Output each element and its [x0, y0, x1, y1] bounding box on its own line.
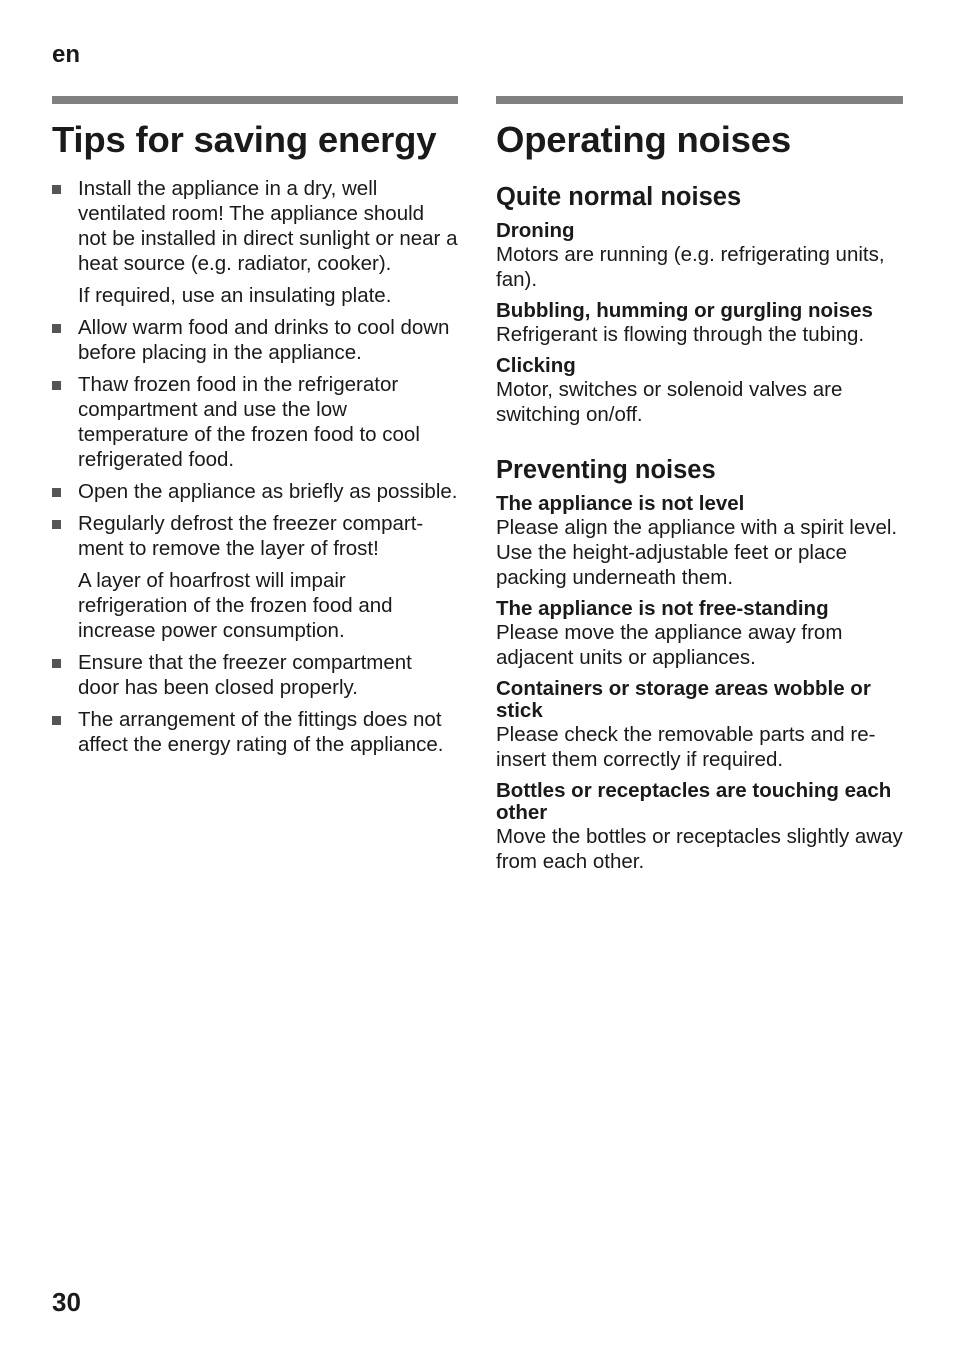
- noise-entry: [496, 493, 903, 590]
- tip-text: Install the appliance in a dry, well ventilated room! The appliance should not be installed in direct sunlight or near a heat source (e.g. radiator, cooker).: [78, 177, 458, 275]
- tip-note: A layer of hoarfrost will impair refrigeration of the frozen food and increase power consumption.: [78, 569, 393, 642]
- noise-label: Clicking: [496, 354, 576, 377]
- noise-label: Containers or storage areas wobble or stick: [496, 677, 871, 722]
- noise-entry: [496, 678, 903, 772]
- section-rule: [496, 96, 903, 104]
- square-bullet-icon: [52, 185, 61, 194]
- noise-entry: [496, 598, 903, 670]
- operating-noises-title: Operating noises: [496, 119, 791, 160]
- tip-text: Regularly defrost the freezer compart-ment to remove the layer of frost!: [78, 512, 424, 560]
- noise-description: Please align the appliance with a spirit level. Use the height-adjustable feet or place packing underneath them.: [496, 516, 898, 589]
- tip-text: Thaw frozen food in the refrigerator compartment and use the low temperature of the frozen food to cool refrigerated food.: [78, 373, 420, 471]
- square-bullet-icon: [52, 520, 61, 529]
- noise-label: The appliance is not free-standing: [496, 597, 829, 620]
- noise-description: Move the bottles or receptacles slightly away from each other.: [496, 825, 903, 873]
- tip-text: Allow warm food and drinks to cool down before placing in the appliance.: [78, 316, 450, 364]
- tip-text: Open the appliance as briefly as possible.: [78, 480, 458, 503]
- square-bullet-icon: [52, 488, 61, 497]
- energy-tips-list: [52, 176, 458, 757]
- square-bullet-icon: [52, 659, 61, 668]
- list-item: [52, 479, 458, 504]
- list-item: [52, 176, 458, 308]
- list-item: [52, 707, 458, 757]
- noise-label: Bottles or receptacles are touching each other: [496, 779, 892, 824]
- noise-label: Droning: [496, 219, 575, 242]
- energy-tips-section: [52, 96, 458, 764]
- noise-description: Motor, switches or solenoid valves are switching on/off.: [496, 378, 843, 426]
- noise-label: The appliance is not level: [496, 492, 745, 515]
- list-item: [52, 511, 458, 643]
- square-bullet-icon: [52, 324, 61, 333]
- list-item: [52, 372, 458, 472]
- language-code: en: [52, 41, 81, 68]
- noise-description: Please move the appliance away from adjacent units or appliances.: [496, 621, 843, 669]
- square-bullet-icon: [52, 381, 61, 390]
- list-item: [52, 315, 458, 365]
- noise-description: Motors are running (e.g. refrigerating units, fan).: [496, 243, 885, 291]
- noise-label: Bubbling, humming or gurgling noises: [496, 299, 873, 322]
- square-bullet-icon: [52, 716, 61, 725]
- noise-description: Please check the removable parts and re-insert them correctly if required.: [496, 723, 876, 771]
- section-rule: [52, 96, 458, 104]
- preventing-noises-heading: Preventing noises: [496, 456, 716, 484]
- noise-entry: [496, 355, 903, 427]
- energy-tips-title: Tips for saving energy: [52, 119, 437, 160]
- noise-entry: [496, 780, 903, 874]
- tip-text: Ensure that the freezer compartment door has been closed properly.: [78, 651, 412, 699]
- noise-entry: [496, 220, 903, 292]
- noise-entry: [496, 300, 903, 347]
- list-item: [52, 650, 458, 700]
- tip-note: If required, use an insulating plate.: [78, 284, 392, 307]
- operating-noises-section: [496, 96, 903, 882]
- normal-noises-heading: Quite normal noises: [496, 183, 742, 211]
- tip-text: The arrangement of the fittings does not affect the energy rating of the appliance.: [78, 708, 444, 756]
- noise-description: Refrigerant is flowing through the tubing.: [496, 323, 865, 346]
- page-number: 30: [52, 1287, 81, 1317]
